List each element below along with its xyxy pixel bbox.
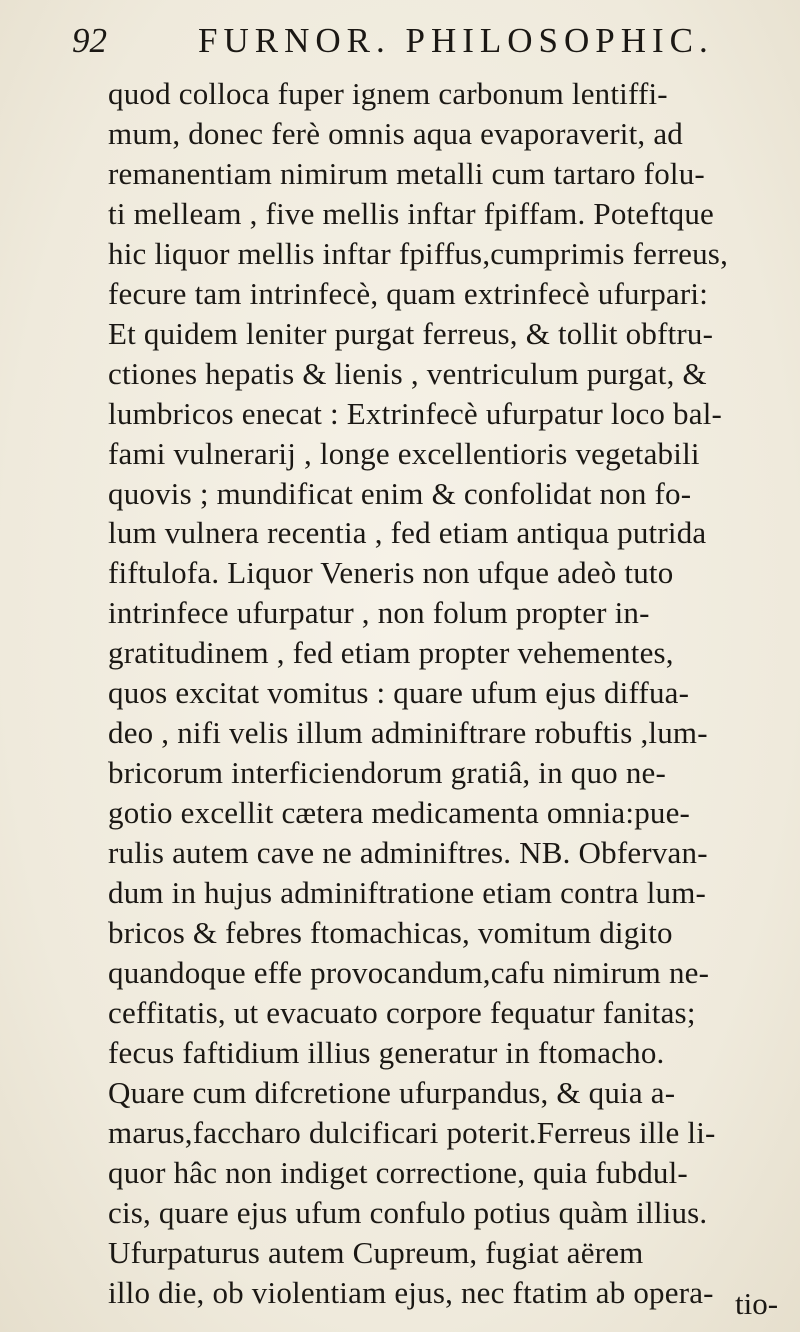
text-line: quandoque effe provocandum,cafu nimirum ne- — [108, 954, 710, 990]
text-line: fecus faftidium illius generatur in ftomacho. — [108, 1034, 665, 1070]
text-line: dum in hujus adminiftratione etiam contra lum- — [108, 875, 707, 910]
text-line: Quare cum difcretione ufurpandus, & quia a- — [108, 1074, 676, 1110]
page-header — [72, 18, 772, 64]
text-line: illo die, ob violentiam ejus, nec ftatim ab opera- — [108, 1274, 714, 1310]
text-line: ceffitatis, ut evacuato corpore fequatur fanitas; — [108, 994, 696, 1030]
text-line: gotio excellit cætera medicamenta omnia:pue- — [108, 795, 691, 831]
text-line: bricorum interficiendorum gratiâ, in quo ne- — [108, 755, 667, 791]
text-line: rulis autem cave ne adminiftres. NB. Obfervan- — [108, 835, 708, 871]
text-line: lum vulnera recentia , fed etiam antiqua putrida — [108, 515, 707, 551]
text-line: quor hâc non indiget correctione, quia fubdul- — [108, 1154, 688, 1190]
text-line: marus,faccharo dulcificari poterit.Ferreus ille li- — [108, 1114, 716, 1150]
page-number: 92 — [72, 21, 107, 60]
text-line: bricos & febres ftomachicas, vomitum digito — [108, 914, 673, 950]
text-line: fecure tam intrinfecè, quam extrinfecè ufurpari: — [108, 275, 709, 311]
text-line: lumbricos enecat : Extrinfecè ufurpatur loco bal- — [108, 395, 723, 431]
catchword: tio- — [735, 1286, 779, 1321]
text-line: gratitudinem , fed etiam propter vehementes, — [108, 635, 674, 671]
text-line: intrinfece ufurpatur , non folum propter in- — [108, 595, 650, 631]
text-line: Et quidem leniter purgat ferreus, & tollit obftru- — [108, 315, 714, 351]
text-line: remanentiam nimirum metalli cum tartaro folu- — [108, 155, 705, 191]
text-line: cis, quare ejus ufum confulo potius quàm illius. — [108, 1194, 708, 1230]
text-line: deo , nifi velis illum adminiftrare robuftis ,lum- — [108, 715, 708, 751]
text-line: ctiones hepatis & lienis , ventriculum purgat, & — [108, 355, 707, 391]
text-line: fami vulnerarij , longe excellentioris vegetabili — [108, 435, 700, 471]
text-line: mum, donec ferè omnis aqua evaporaverit, ad — [108, 115, 683, 151]
running-head: FURNOR. PHILOSOPHIC. — [198, 21, 714, 60]
text-line: fiftulofa. Liquor Veneris non ufque adeò tuto — [108, 555, 674, 591]
text-line: hic liquor mellis inftar fpiffus,cumprimis ferreus, — [108, 235, 729, 271]
text-line: quod colloca fuper ignem carbonum lentiffi- — [108, 76, 668, 111]
text-line: ti melleam , five mellis inftar fpiffam. Poteftque — [108, 195, 715, 231]
text-line: Ufurpaturus autem Cupreum, fugiat aërem — [108, 1234, 644, 1270]
text-line: quovis ; mundificat enim & confolidat non fo- — [108, 475, 692, 511]
text-line: quos excitat vomitus : quare ufum ejus diffua- — [108, 675, 690, 711]
